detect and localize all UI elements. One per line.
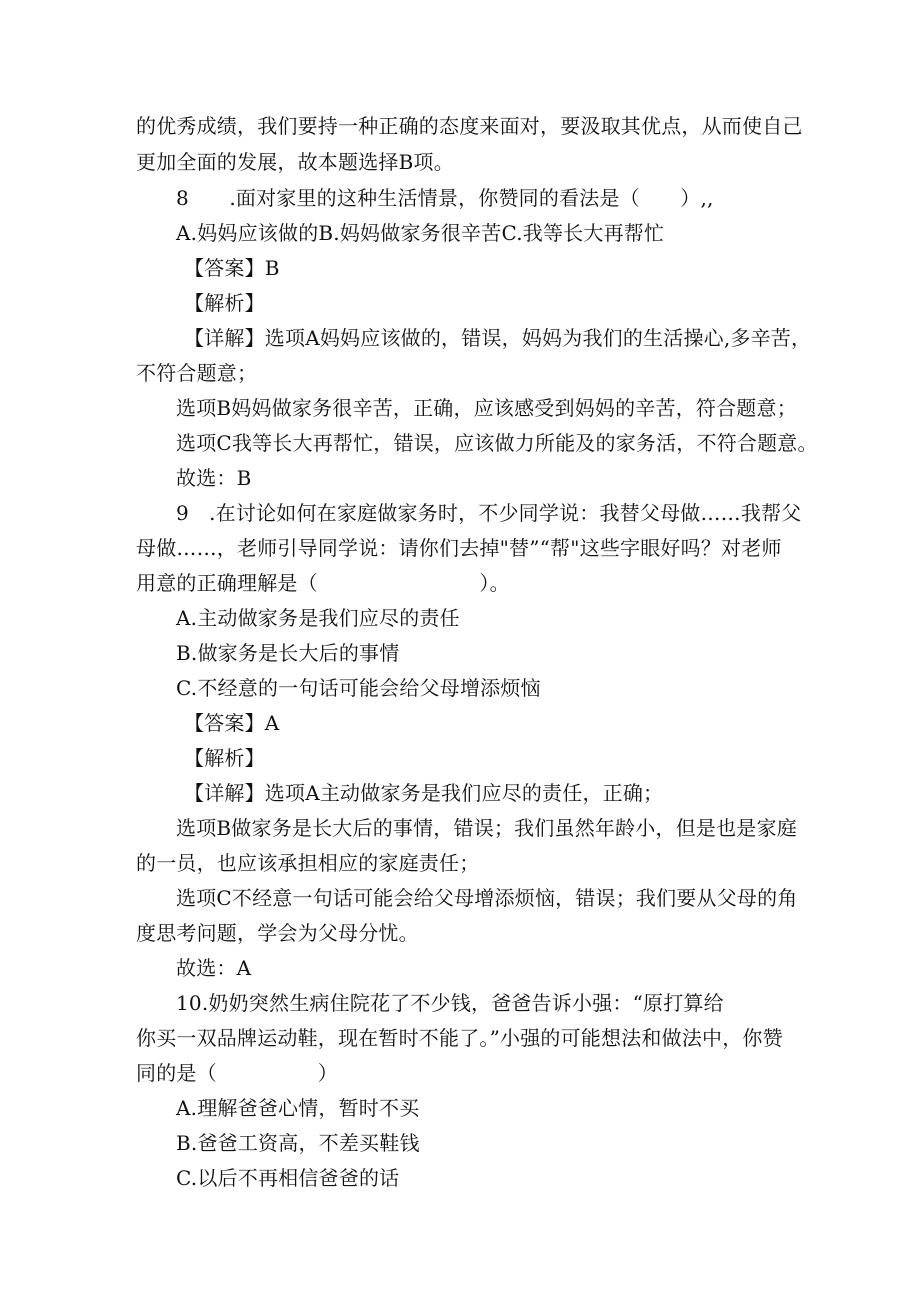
conclusion: 故选：B bbox=[176, 466, 252, 490]
text-line: 选项B妈妈做家务很辛苦，正确，应该感受到妈妈的辛苦，符合题意； bbox=[176, 396, 797, 420]
detail-explanation: 【详解】选项A主动做家务是我们应尽的责任，正确； bbox=[184, 781, 664, 805]
text-line: 母做……，老师引导同学说：请你们去掉"替”“帮"这些字眼好吗？对老师 bbox=[136, 536, 782, 560]
text-line: 更加全面的发展，故本题选择B项。 bbox=[136, 150, 454, 174]
option-b: B.做家务是长大后的事情 bbox=[176, 641, 400, 665]
text-line: 不符合题意； bbox=[136, 361, 258, 385]
question-9: 9 .在讨论如何在家庭做家务时，不少同学说：我替父母做……我帮父 bbox=[176, 501, 802, 525]
option-c: C.以后不再相信爸爸的话 bbox=[176, 1166, 400, 1190]
analysis-label: 【解析】 bbox=[184, 746, 265, 770]
text-line: 的优秀成绩，我们要持一种正确的态度来面对，要汲取其优点，从而使自己 bbox=[136, 114, 803, 138]
answer-label: 【答案】B bbox=[184, 256, 280, 280]
text-line: 用意的正确理解是（ ）。 bbox=[136, 571, 510, 595]
text-line: 选项C不经意一句话可能会给父母增添烦恼，错误；我们要从父母的角 bbox=[176, 886, 798, 910]
question-10: 10.奶奶突然生病住院花了不少钱，爸爸告诉小强：“原打算给 bbox=[176, 991, 724, 1015]
text-line: 选项B做家务是长大后的事情，错误；我们虽然年龄小，但是也是家庭 bbox=[176, 816, 797, 840]
option-b: B.爸爸工资高，不差买鞋钱 bbox=[176, 1131, 420, 1155]
text-line: 同的是（ ） bbox=[136, 1061, 338, 1085]
option-a: A.主动做家务是我们应尽的责任 bbox=[176, 606, 460, 630]
option-a: A.理解爸爸心情，暂时不买 bbox=[176, 1096, 420, 1120]
text-line: 度思考问题，学会为父母分忧。 bbox=[136, 921, 419, 945]
conclusion: 故选：A bbox=[176, 956, 252, 980]
answer-label: 【答案】A bbox=[184, 711, 280, 735]
detail-explanation: 【详解】选项A妈妈应该做的，错误，妈妈为我们的生活操心,多辛苦， bbox=[184, 326, 812, 350]
question-8-options: A.妈妈应该做的B.妈妈做家务很辛苦C.我等长大再帮忙 bbox=[176, 221, 665, 245]
text-line: 的一员，也应该承担相应的家庭责任； bbox=[136, 851, 480, 875]
question-8: 8 .面对家里的这种生活情景，你赞同的看法是（ ）,, bbox=[176, 186, 714, 210]
text-line: 你买一双品牌运动鞋，现在暂时不能了。”小强的可能想法和做法中，你赞 bbox=[136, 1026, 783, 1050]
text-line: 选项C我等长大再帮忙，错误，应该做力所能及的家务活，不符合题意。 bbox=[176, 431, 818, 455]
option-c: C.不经意的一句话可能会给父母增添烦恼 bbox=[176, 676, 541, 700]
analysis-label: 【解析】 bbox=[184, 291, 265, 315]
